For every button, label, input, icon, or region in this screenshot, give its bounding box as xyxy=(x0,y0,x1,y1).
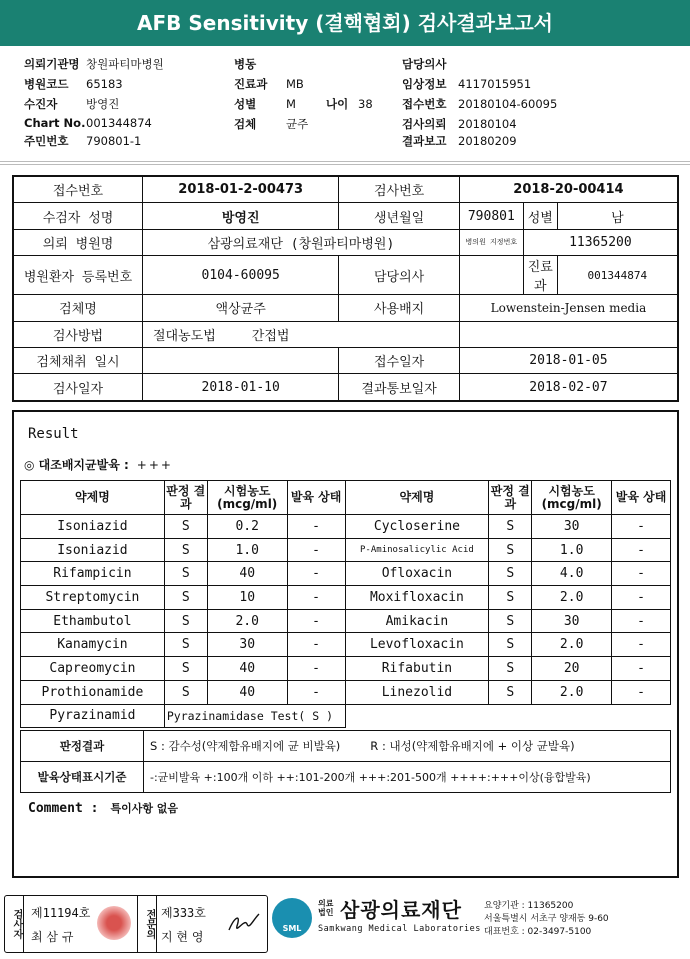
table-cell: S xyxy=(489,538,532,562)
table-cell: 20 xyxy=(532,657,612,681)
header-judge-1: 판정 결과 xyxy=(164,481,207,515)
table-cell: - xyxy=(287,515,345,539)
table-cell: S xyxy=(164,609,207,633)
signature-box xyxy=(4,895,268,953)
table-cell: Ofloxacin xyxy=(345,562,489,586)
result-section xyxy=(12,410,679,878)
header-doctor: 담당의사 xyxy=(402,57,447,71)
header-sex: 성별 M 나이 38 xyxy=(234,97,373,111)
table-row xyxy=(21,538,671,562)
table-cell: - xyxy=(287,609,345,633)
table-cell: Rifampicin xyxy=(21,562,165,586)
dept-value: 001344874 xyxy=(557,256,678,295)
test-no-label: 검사번호 xyxy=(339,176,460,203)
header-receipt-no: 접수번호 20180104-60095 xyxy=(402,97,558,111)
table-cell: - xyxy=(612,538,671,562)
table-cell: - xyxy=(612,609,671,633)
pyrazinamide-label: Pyrazinamid xyxy=(21,704,165,728)
table-cell: - xyxy=(612,586,671,610)
header-divider-2 xyxy=(0,164,690,165)
table-cell: S xyxy=(164,515,207,539)
table-cell: 10 xyxy=(207,586,287,610)
table-cell: - xyxy=(287,586,345,610)
table-cell: Streptomycin xyxy=(21,586,165,610)
notify-value: 2018-02-07 xyxy=(459,374,678,401)
org-contact: 요양기관 : 11365200 서울특별시 서초구 양재동 9-60 대표번호 : 02-3497-5100 xyxy=(484,901,609,937)
header-patient: 수진자 방영진 xyxy=(24,97,120,111)
dob-value: 790801 xyxy=(459,203,523,229)
hosp-code-value: 11365200 xyxy=(523,229,678,255)
header-growth-2: 발육 상태 xyxy=(612,481,671,515)
table-cell: S xyxy=(489,680,532,704)
org-name: 삼광의료재단 xyxy=(340,898,462,922)
susceptibility-table xyxy=(20,480,671,728)
specimen-info-table xyxy=(12,175,679,402)
doctor-label: 담당의사 xyxy=(339,256,460,295)
table-cell: Moxifloxacin xyxy=(345,586,489,610)
table-cell: Rifabutin xyxy=(345,657,489,681)
table-cell: Cycloserine xyxy=(345,515,489,539)
specimen-label: 검체명 xyxy=(13,295,143,321)
table-cell: Prothionamide xyxy=(21,680,165,704)
test-no-value: 2018-20-00414 xyxy=(459,176,678,203)
collect-value xyxy=(143,347,339,373)
table-cell: - xyxy=(287,562,345,586)
header-drug-1: 약제명 xyxy=(21,481,165,515)
table-cell: S xyxy=(489,633,532,657)
dept-label: 진료과 xyxy=(523,256,557,295)
notify-label: 결과통보일자 xyxy=(339,374,460,401)
header-specimen: 검체 균주 xyxy=(234,117,309,131)
header-hospital-code: 병원코드 65183 xyxy=(24,77,123,91)
sex-label: 성별 xyxy=(523,203,557,229)
table-cell: S xyxy=(164,680,207,704)
table-cell: S xyxy=(164,657,207,681)
table-cell: - xyxy=(612,515,671,539)
header-conc-1: 시험농도 (mcg/ml) xyxy=(207,481,287,515)
signature-icon xyxy=(225,908,261,938)
table-cell: S xyxy=(489,515,532,539)
table-cell: - xyxy=(612,680,671,704)
table-row xyxy=(21,633,671,657)
table-cell: Isoniazid xyxy=(21,515,165,539)
table-cell: 4.0 xyxy=(532,562,612,586)
table-cell: S xyxy=(164,633,207,657)
specialist-no: 제333호 xyxy=(161,906,206,920)
table-cell: Ethambutol xyxy=(21,609,165,633)
table-cell: 0.2 xyxy=(207,515,287,539)
method-label: 검사방법 xyxy=(13,321,143,347)
tester-name: 최 삼 규 xyxy=(31,930,74,944)
legend-growth-value: -:균비발육 +:100개 이하 ++:101-200개 +++:201-500개 ++++:+++이상(융합발육) xyxy=(144,762,671,793)
table-cell: Isoniazid xyxy=(21,538,165,562)
collect-label: 검체채취 일시 xyxy=(13,347,143,373)
table-cell: Capreomycin xyxy=(21,657,165,681)
tester-no: 제11194호 xyxy=(31,906,91,920)
sex-value: 남 xyxy=(557,203,678,229)
dob-label: 생년월일 xyxy=(339,203,460,229)
hosp-code-label: 병의원 지정번호 xyxy=(459,229,523,255)
specimen-value: 액상균주 xyxy=(143,295,339,321)
header-growth-1: 발육 상태 xyxy=(287,481,345,515)
table-cell: 30 xyxy=(207,633,287,657)
name-value: 방영진 xyxy=(143,203,339,229)
header-conc-2: 시험농도 (mcg/ml) xyxy=(532,481,612,515)
table-cell: 2.0 xyxy=(532,633,612,657)
header-drug-2: 약제명 xyxy=(345,481,489,515)
table-row xyxy=(21,586,671,610)
table-cell: S xyxy=(164,562,207,586)
header-dept: 진료과 MB xyxy=(234,77,304,91)
table-cell: S xyxy=(164,538,207,562)
table-cell: Amikacin xyxy=(345,609,489,633)
header-hospital-name: 의뢰기관명 창원파티마병원 xyxy=(24,57,164,71)
table-cell: - xyxy=(612,562,671,586)
medium-value: Lowenstein-Jensen media xyxy=(459,295,678,321)
table-cell: S xyxy=(489,586,532,610)
header-judge-2: 판정 결과 xyxy=(489,481,532,515)
receipt-no-value: 2018-01-2-00473 xyxy=(143,176,339,203)
receive-value: 2018-01-05 xyxy=(459,347,678,373)
header-clinical-info: 임상정보 4117015951 xyxy=(402,77,532,91)
legend-judge-label: 판정결과 xyxy=(21,731,144,762)
table-cell: S xyxy=(489,609,532,633)
table-cell: - xyxy=(612,657,671,681)
table-row xyxy=(21,657,671,681)
name-label: 수검자 성명 xyxy=(13,203,143,229)
method-empty xyxy=(459,321,678,347)
header-request-date: 검사의뢰 20180104 xyxy=(402,117,517,131)
table-cell: 1.0 xyxy=(532,538,612,562)
tester-label: 검사자 xyxy=(7,896,24,952)
table-cell: 30 xyxy=(532,609,612,633)
table-cell: 40 xyxy=(207,562,287,586)
table-cell: 40 xyxy=(207,680,287,704)
specialist-name: 지 현 영 xyxy=(161,930,204,944)
table-cell xyxy=(345,704,670,728)
table-cell: 2.0 xyxy=(207,609,287,633)
header-chart-no: Chart No.001344874 xyxy=(24,116,152,130)
report-title: AFB Sensitivity (결핵협회) 검사결과보고서 xyxy=(0,0,690,46)
legend-growth-label: 발육상태표시기준 xyxy=(21,762,144,793)
table-row xyxy=(21,680,671,704)
table-cell: S xyxy=(164,586,207,610)
table-cell: S xyxy=(489,562,532,586)
testdate-value: 2018-01-10 xyxy=(143,374,339,401)
header-ward: 병동 xyxy=(234,57,257,71)
hospital-value: 삼광의료재단 (창원파티마병원) xyxy=(143,229,460,255)
receipt-no-label: 접수번호 xyxy=(13,176,143,203)
table-cell: Linezolid xyxy=(345,680,489,704)
receive-label: 접수일자 xyxy=(339,347,460,373)
table-cell: - xyxy=(287,657,345,681)
hospital-label: 의뢰 병원명 xyxy=(13,229,143,255)
pyrazinamide-value: Pyrazinamidase Test( S ) xyxy=(164,704,345,728)
legend-judge-value: S : 감수성(약제함유배지에 균 비발육) R : 내성(약제함유배지에 + 이상 균발육) xyxy=(144,731,671,762)
patient-reg-label: 병원환자 등록번호 xyxy=(13,256,143,295)
method-value: 절대농도법 간접법 xyxy=(143,321,460,347)
table-cell: Kanamycin xyxy=(21,633,165,657)
control-growth: ◎ 대조배지균발육 : +++ xyxy=(24,458,173,472)
table-cell: 1.0 xyxy=(207,538,287,562)
table-cell: 30 xyxy=(532,515,612,539)
medium-label: 사용배지 xyxy=(339,295,460,321)
table-cell: - xyxy=(287,680,345,704)
table-cell: - xyxy=(287,633,345,657)
table-cell: P-Aminosalicylic Acid xyxy=(345,538,489,562)
table-cell: S xyxy=(489,657,532,681)
table-row xyxy=(21,609,671,633)
pyrazinamide-row xyxy=(21,704,671,728)
result-title: Result xyxy=(28,426,79,442)
table-cell: - xyxy=(612,633,671,657)
comment: Comment : 특이사항 없음 xyxy=(28,801,179,816)
testdate-label: 검사일자 xyxy=(13,374,143,401)
header-report-date: 결과보고 20180209 xyxy=(402,134,517,148)
patient-reg-value: 0104-60095 xyxy=(143,256,339,295)
table-cell: Levofloxacin xyxy=(345,633,489,657)
table-cell: 40 xyxy=(207,657,287,681)
org-english: Samkwang Medical Laboratories xyxy=(318,924,481,934)
table-cell: 2.0 xyxy=(532,680,612,704)
org-prefix: 의료 법인 xyxy=(318,899,334,917)
header-divider xyxy=(0,161,690,162)
seal-stamp xyxy=(97,906,131,940)
header-resident-no: 주민번호 790801-1 xyxy=(24,134,142,148)
legend-table xyxy=(20,730,671,793)
specialist-label: 전문의 xyxy=(137,896,157,952)
table-row xyxy=(21,562,671,586)
table-row xyxy=(21,515,671,539)
sml-logo-icon: SML xyxy=(272,898,312,938)
table-cell: 2.0 xyxy=(532,586,612,610)
table-cell: - xyxy=(287,538,345,562)
doctor-value xyxy=(459,256,523,295)
